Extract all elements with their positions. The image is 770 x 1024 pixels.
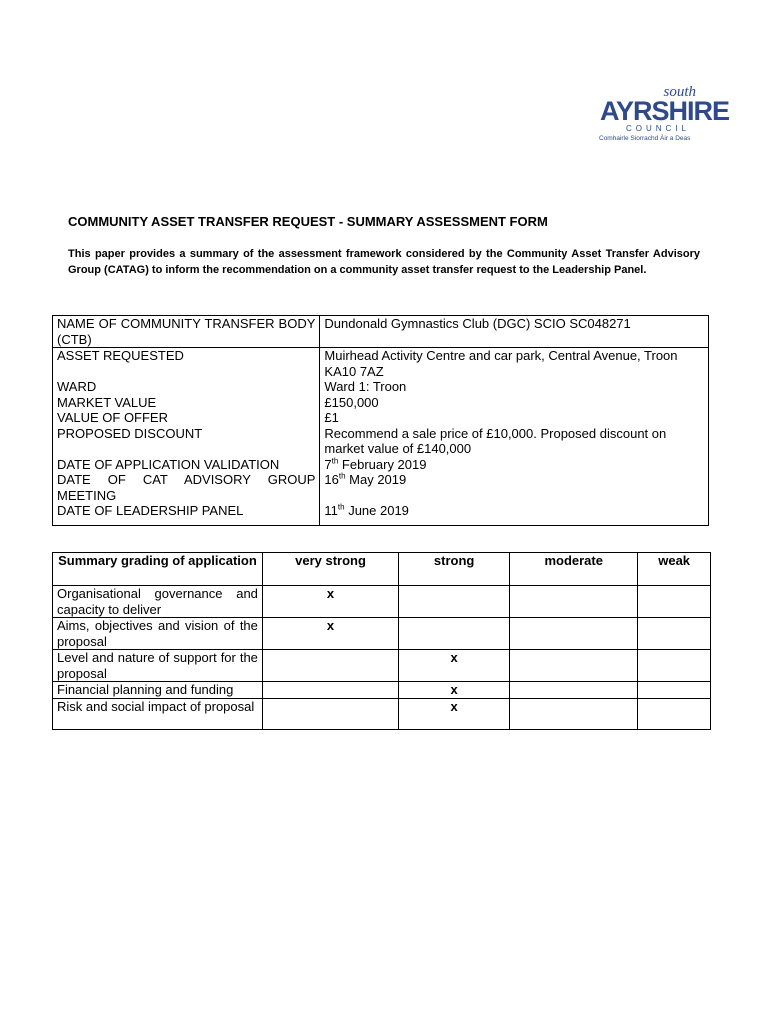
market-value: £150,000: [320, 395, 709, 411]
criterion-cell: Financial planning and funding: [53, 682, 263, 699]
mark-cell: [510, 650, 638, 682]
table-row: [53, 410, 709, 426]
offer-value: £1: [320, 410, 709, 426]
page-title: COMMUNITY ASSET TRANSFER REQUEST - SUMMARY ASSESSMENT FORM: [68, 214, 548, 229]
ward-label: WARD: [53, 379, 320, 395]
mark-cell: [510, 698, 638, 729]
validation-rest: February 2019: [338, 456, 427, 472]
mark-cell: [399, 618, 510, 650]
mark-cell: [262, 650, 398, 682]
offer-label: VALUE OF OFFER: [53, 410, 320, 426]
header-criterion: Summary grading of application: [53, 553, 263, 586]
criterion-cell: Organisational governance and capacity to deliver: [53, 586, 263, 618]
logo-council-text: COUNCIL: [626, 124, 691, 133]
table-row: [53, 379, 709, 395]
validation-value: [320, 457, 709, 473]
header-very-strong: very strong: [262, 553, 398, 586]
cat-value: [320, 472, 709, 503]
logo-south-text: south: [663, 84, 696, 100]
mark-cell: [638, 650, 711, 682]
table-row: [53, 316, 709, 348]
cat-label: DATE OF CAT ADVISORY GROUP MEETING: [53, 472, 320, 503]
mark-cell: x: [262, 618, 398, 650]
table-header-row: [53, 553, 711, 586]
table-row: [53, 682, 711, 699]
cat-suffix: th: [338, 471, 346, 481]
table-row: [53, 618, 711, 650]
mark-cell: x: [262, 586, 398, 618]
mark-cell: [510, 586, 638, 618]
mark-cell: x: [399, 650, 510, 682]
logo-ayrshire-text: AYRSHIRE: [600, 96, 730, 126]
mark-cell: [638, 586, 711, 618]
panel-value: [320, 503, 709, 525]
criterion-cell: Level and nature of support for the proposal: [53, 650, 263, 682]
table-row: [53, 457, 709, 473]
criterion-cell: Aims, objectives and vision of the proposal: [53, 618, 263, 650]
mark-cell: [638, 618, 711, 650]
table-row: [53, 426, 709, 457]
mark-cell: [399, 586, 510, 618]
mark-cell: [262, 682, 398, 699]
header-moderate: moderate: [510, 553, 638, 586]
criterion-cell: Risk and social impact of proposal: [53, 698, 263, 729]
table-row: [53, 503, 709, 525]
panel-label: DATE OF LEADERSHIP PANEL: [53, 503, 320, 525]
table-row: [53, 395, 709, 411]
logo-gaelic-text: Comhairle Siorrachd Àir a Deas: [599, 135, 691, 142]
table-row: [53, 650, 711, 682]
table-row: [53, 472, 709, 503]
cat-day: 16: [324, 472, 339, 487]
details-table: [52, 315, 709, 526]
intro-paragraph: This paper provides a summary of the assessment framework considered by the Community Asset Transfer Advisory Group (CATAG) to inform the recommendation on a community asset transfer request to the Leadership Panel.: [68, 248, 700, 276]
market-label: MARKET VALUE: [53, 395, 320, 411]
header-strong: strong: [399, 553, 510, 586]
panel-suffix: th: [337, 502, 345, 512]
grading-table: [52, 552, 711, 730]
panel-rest: June 2019: [344, 503, 409, 518]
table-row: [53, 348, 709, 380]
asset-label: ASSET REQUESTED: [53, 348, 320, 380]
validation-day: 7: [324, 456, 332, 472]
south-ayrshire-council-logo: [598, 84, 730, 146]
header-weak: weak: [638, 553, 711, 586]
discount-value: Recommend a sale price of £10,000. Proposed discount on market value of £140,000: [320, 426, 709, 457]
mark-cell: [510, 682, 638, 699]
discount-label: PROPOSED DISCOUNT: [53, 426, 320, 457]
cat-rest: May 2019: [345, 472, 407, 487]
ctb-value: Dundonald Gymnastics Club (DGC) SCIO SC048271: [320, 316, 709, 348]
mark-cell: [638, 682, 711, 699]
ctb-label: NAME OF COMMUNITY TRANSFER BODY (CTB): [53, 316, 320, 348]
mark-cell: x: [399, 682, 510, 699]
ward-value: Ward 1: Troon: [320, 379, 709, 395]
validation-suffix: th: [331, 456, 339, 466]
mark-cell: [262, 698, 398, 729]
validation-label: DATE OF APPLICATION VALIDATION: [53, 457, 320, 473]
table-row: [53, 586, 711, 618]
mark-cell: [638, 698, 711, 729]
asset-value: Muirhead Activity Centre and car park, Central Avenue, Troon KA10 7AZ: [320, 348, 709, 380]
table-row: [53, 698, 711, 729]
mark-cell: x: [399, 698, 510, 729]
mark-cell: [510, 618, 638, 650]
panel-day: 11: [324, 503, 338, 518]
